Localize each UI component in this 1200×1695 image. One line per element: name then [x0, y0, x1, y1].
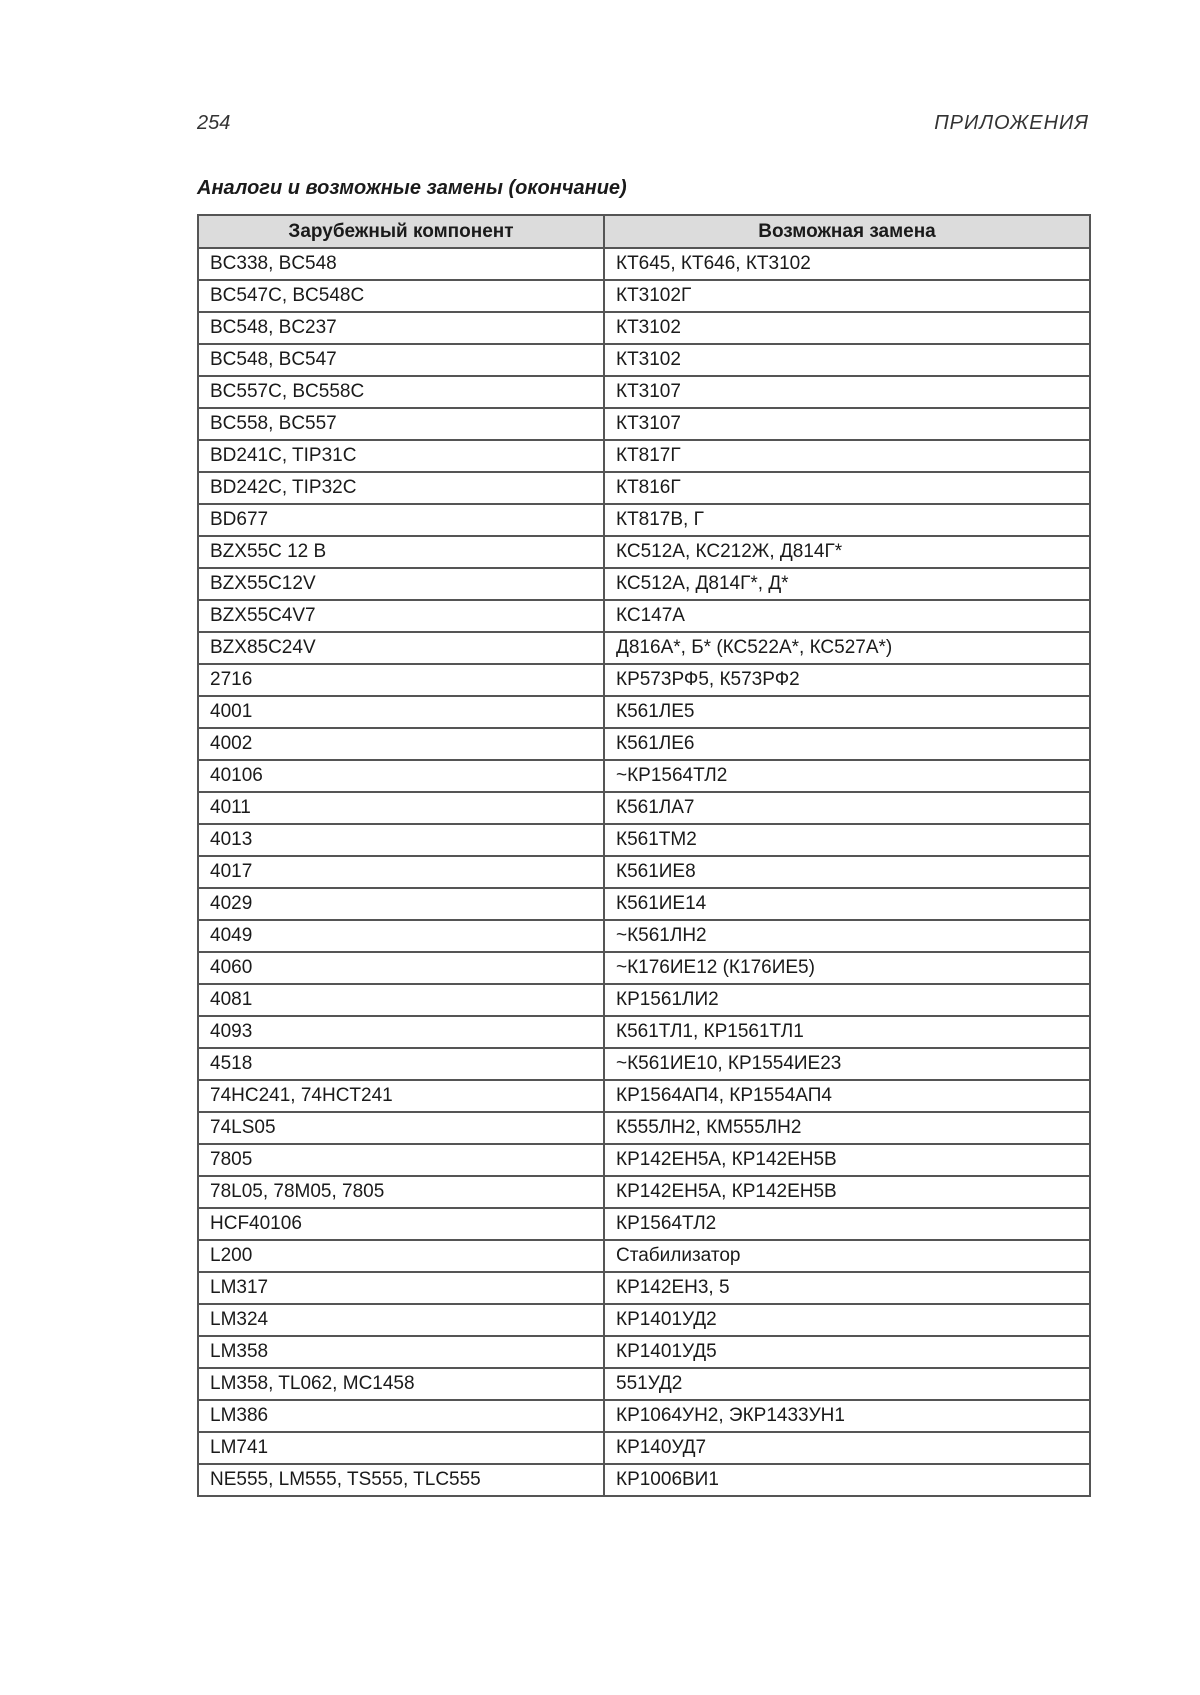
table-row: [198, 696, 1090, 728]
replacement-cell: ~К561ИЕ10, КР1554ИЕ23: [604, 1048, 1090, 1080]
replacement-cell: КР1561ЛИ2: [604, 984, 1090, 1016]
table-body: [198, 248, 1090, 1496]
foreign-component-cell: 4029: [198, 888, 604, 920]
column-header-foreign-component: Зарубежный компонент: [198, 215, 604, 248]
foreign-component-cell: BD677: [198, 504, 604, 536]
replacement-cell: К561ЛА7: [604, 792, 1090, 824]
replacement-cell: КТ817В, Г: [604, 504, 1090, 536]
replacement-cell: ~КР1564ТЛ2: [604, 760, 1090, 792]
table-row: [198, 920, 1090, 952]
foreign-component-cell: BZX55C12V: [198, 568, 604, 600]
replacement-cell: КТ3102: [604, 312, 1090, 344]
table-row: [198, 1208, 1090, 1240]
table-row: [198, 600, 1090, 632]
foreign-component-cell: 4093: [198, 1016, 604, 1048]
replacement-cell: 551УД2: [604, 1368, 1090, 1400]
replacement-cell: КР1564ТЛ2: [604, 1208, 1090, 1240]
foreign-component-cell: LM317: [198, 1272, 604, 1304]
table-row: [198, 1240, 1090, 1272]
foreign-component-cell: 2716: [198, 664, 604, 696]
table-row: [198, 1176, 1090, 1208]
replacement-cell: КТ645, КТ646, КТ3102: [604, 248, 1090, 280]
replacement-cell: К561ИЕ8: [604, 856, 1090, 888]
replacement-cell: КР1564АП4, КР1554АП4: [604, 1080, 1090, 1112]
table-row: [198, 856, 1090, 888]
replacement-cell: Стабилизатор: [604, 1240, 1090, 1272]
replacement-cell: КР1401УД5: [604, 1336, 1090, 1368]
foreign-component-cell: LM358, TL062, MC1458: [198, 1368, 604, 1400]
table-row: [198, 1112, 1090, 1144]
table-row: [198, 312, 1090, 344]
foreign-component-cell: BD242C, TIP32C: [198, 472, 604, 504]
foreign-component-cell: 4060: [198, 952, 604, 984]
table-row: [198, 1016, 1090, 1048]
table-row: [198, 824, 1090, 856]
table-row: [198, 792, 1090, 824]
table-row: [198, 760, 1090, 792]
replacement-cell: КР140УД7: [604, 1432, 1090, 1464]
replacement-cell: КТ3102Г: [604, 280, 1090, 312]
foreign-component-cell: LM324: [198, 1304, 604, 1336]
table-row: [198, 472, 1090, 504]
table-row: [198, 344, 1090, 376]
table-row: [198, 248, 1090, 280]
foreign-component-cell: LM741: [198, 1432, 604, 1464]
table-row: [198, 1048, 1090, 1080]
table-row: [198, 1432, 1090, 1464]
analogs-table: [197, 214, 1091, 1497]
foreign-component-cell: 40106: [198, 760, 604, 792]
foreign-component-cell: 78L05, 78M05, 7805: [198, 1176, 604, 1208]
table-row: [198, 728, 1090, 760]
table-row: [198, 664, 1090, 696]
table-row: [198, 568, 1090, 600]
table-row: [198, 1464, 1090, 1496]
replacement-cell: К561ЛЕ5: [604, 696, 1090, 728]
foreign-component-cell: 4017: [198, 856, 604, 888]
replacement-cell: К561ИЕ14: [604, 888, 1090, 920]
foreign-component-cell: 4002: [198, 728, 604, 760]
foreign-component-cell: BC548, BC547: [198, 344, 604, 376]
replacement-cell: КР142ЕН3, 5: [604, 1272, 1090, 1304]
foreign-component-cell: LM386: [198, 1400, 604, 1432]
foreign-component-cell: BZX55C 12 В: [198, 536, 604, 568]
table-row: [198, 1144, 1090, 1176]
foreign-component-cell: BC558, BC557: [198, 408, 604, 440]
foreign-component-cell: BC547C, BC548C: [198, 280, 604, 312]
table-row: [198, 440, 1090, 472]
replacement-cell: Д816А*, Б* (КС522А*, КС527А*): [604, 632, 1090, 664]
replacement-cell: КС147А: [604, 600, 1090, 632]
foreign-component-cell: 7805: [198, 1144, 604, 1176]
replacement-cell: КТ816Г: [604, 472, 1090, 504]
replacement-cell: КР1401УД2: [604, 1304, 1090, 1336]
replacement-cell: К561ТМ2: [604, 824, 1090, 856]
table-row: [198, 376, 1090, 408]
foreign-component-cell: LM358: [198, 1336, 604, 1368]
foreign-component-cell: BC338, BC548: [198, 248, 604, 280]
foreign-component-cell: BZX55C4V7: [198, 600, 604, 632]
table-row: [198, 280, 1090, 312]
foreign-component-cell: BD241C, TIP31C: [198, 440, 604, 472]
table-caption: Аналоги и возможные замены (окончание): [197, 177, 627, 199]
replacement-cell: КР142ЕН5А, КР142ЕН5В: [604, 1176, 1090, 1208]
foreign-component-cell: NE555, LM555, TS555, TLC555: [198, 1464, 604, 1496]
foreign-component-cell: BC548, BC237: [198, 312, 604, 344]
replacement-cell: КТ3102: [604, 344, 1090, 376]
foreign-component-cell: 4518: [198, 1048, 604, 1080]
foreign-component-cell: 4049: [198, 920, 604, 952]
foreign-component-cell: L200: [198, 1240, 604, 1272]
replacement-cell: КР142ЕН5А, КР142ЕН5В: [604, 1144, 1090, 1176]
foreign-component-cell: 4011: [198, 792, 604, 824]
page-number: 254: [197, 112, 231, 134]
table-row: [198, 1304, 1090, 1336]
replacement-cell: К561ЛЕ6: [604, 728, 1090, 760]
replacement-cell: КС512А, КС212Ж, Д814Г*: [604, 536, 1090, 568]
replacement-cell: К555ЛН2, КМ555ЛН2: [604, 1112, 1090, 1144]
replacement-cell: КТ3107: [604, 408, 1090, 440]
foreign-component-cell: BZX85C24V: [198, 632, 604, 664]
table-row: [198, 1272, 1090, 1304]
table-row: [198, 536, 1090, 568]
table-row: [198, 952, 1090, 984]
table-row: [198, 632, 1090, 664]
table-row: [198, 1368, 1090, 1400]
running-header: [197, 112, 1089, 138]
foreign-component-cell: 4081: [198, 984, 604, 1016]
replacement-cell: КР1064УН2, ЭКР1433УН1: [604, 1400, 1090, 1432]
table-row: [198, 504, 1090, 536]
replacement-cell: КТ3107: [604, 376, 1090, 408]
replacement-cell: КР573РФ5, К573РФ2: [604, 664, 1090, 696]
foreign-component-cell: 74LS05: [198, 1112, 604, 1144]
column-header-possible-replacement: Возможная замена: [604, 215, 1090, 248]
foreign-component-cell: HCF40106: [198, 1208, 604, 1240]
replacement-cell: ~К176ИЕ12 (К176ИЕ5): [604, 952, 1090, 984]
replacement-cell: КТ817Г: [604, 440, 1090, 472]
table-row: [198, 1400, 1090, 1432]
foreign-component-cell: 74HC241, 74HCT241: [198, 1080, 604, 1112]
foreign-component-cell: 4001: [198, 696, 604, 728]
replacement-cell: КР1006ВИ1: [604, 1464, 1090, 1496]
replacement-cell: К561ТЛ1, КР1561ТЛ1: [604, 1016, 1090, 1048]
table-row: [198, 984, 1090, 1016]
table-row: [198, 1336, 1090, 1368]
table-row: [198, 888, 1090, 920]
foreign-component-cell: BC557C, BC558C: [198, 376, 604, 408]
table-header-row: [198, 215, 1090, 248]
table-row: [198, 408, 1090, 440]
foreign-component-cell: 4013: [198, 824, 604, 856]
replacement-cell: КС512А, Д814Г*, Д*: [604, 568, 1090, 600]
section-title: ПРИЛОЖЕНИЯ: [934, 112, 1089, 134]
replacement-cell: ~К561ЛН2: [604, 920, 1090, 952]
table-row: [198, 1080, 1090, 1112]
